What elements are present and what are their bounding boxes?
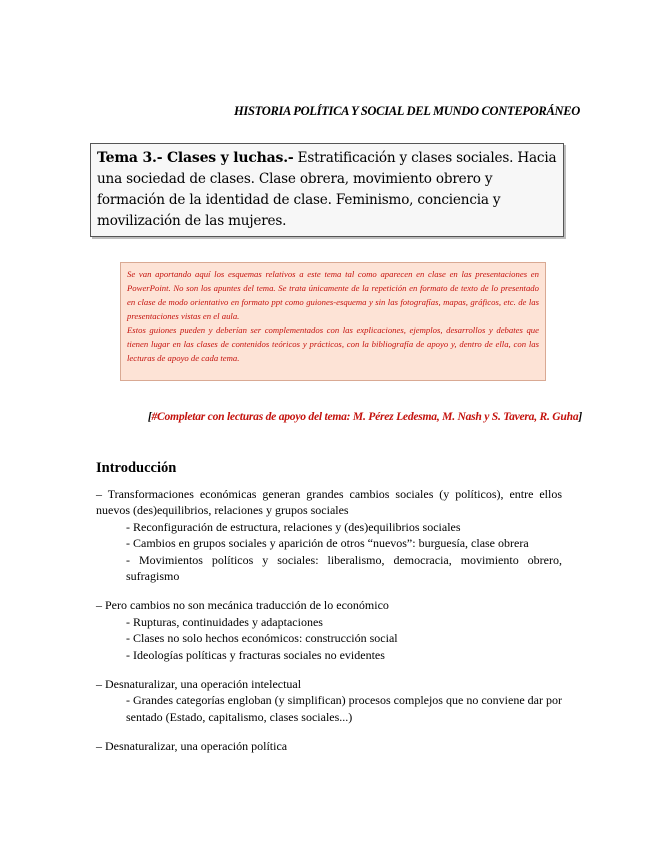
topic-title: Tema 3.- Clases y luchas.- [97,150,294,166]
outline-block [96,486,562,584]
outline-item: - Cambios en grupos sociales y aparición de otros “nuevos”: burguesía, clase obrera [126,536,529,551]
note-paragraph-1: Se van aportando aquí los esquemas relativos a este tema tal como aparecen en clase en las presentaciones en PowerPoint. No son los apuntes del tema. Se trata únicamente de la repetición en formato de texto de lo presentado en clase de modo orientativo en formato ppt como guiones-esquema y sin las fotografías, mapas, gráficos, etc. de las presentaciones vistas en el aula. [127,269,539,321]
outline-item: - Grandes categorías engloban (y simplifican) procesos complejos que no conviene dar por sentado (Estado, capitalismo, clases sociales...) [126,693,562,724]
section-heading: Introducción [96,460,177,476]
topic-box [90,143,564,237]
outline-block [96,738,562,754]
outline-item: - Rupturas, continuidades y adaptaciones [126,614,323,629]
outline-lead: – Desnaturalizar, una operación política [96,739,288,754]
outline-lead: – Desnaturalizar, una operación intelectual [96,677,302,692]
topic-description: Estratificación y clases sociales. Hacia una sociedad de clases. Clase obrera, movimiento obrero y formación de la identidad de clase. Feminismo, conciencia y movilización de las mujeres. [97,150,557,229]
outline-lead: – Transformaciones económicas generan grandes cambios sociales (y políticos), entre ellos nuevos (des)equilibrios, relaciones y grupos sociales [96,487,562,518]
outline-item: - Ideologías políticas y fracturas sociales no evidentes [126,647,385,662]
disclaimer-note [120,262,546,381]
course-title: HISTORIA POLÍTICA Y SOCIAL DEL MUNDO CONTEPORÁNEO [233,104,580,118]
outline-content [96,486,562,768]
outline-block [96,597,562,663]
readings-text: #Completar con lecturas de apoyo del tema: M. Pérez Ledesma, M. Nash y S. Tavera, R. Guha [151,410,579,423]
outline-lead: – Pero cambios no son mecánica traducción de lo económico [96,598,389,613]
outline-item: - Movimientos políticos y sociales: liberalismo, democracia, movimiento obrero, sufragismo [126,552,562,584]
supporting-readings [122,410,582,423]
outline-item: - Clases no solo hechos económicos: construcción social [126,631,398,646]
note-paragraph-2: Estos guiones pueden y deberían ser complementados con las explicaciones, ejemplos, desarrollos y debates que tienen lugar en las clases de contenidos teóricos y prácticos, con la bibliografía de apoyo y, dentro de ella, con las lecturas de apoyo de cada tema. [127,325,539,363]
outline-block [96,676,562,725]
bracket-close: ] [578,410,582,423]
outline-item: - Reconfiguración de estructura, relaciones y (des)equilibrios sociales [126,519,461,534]
bracket-open: [ [147,410,152,423]
